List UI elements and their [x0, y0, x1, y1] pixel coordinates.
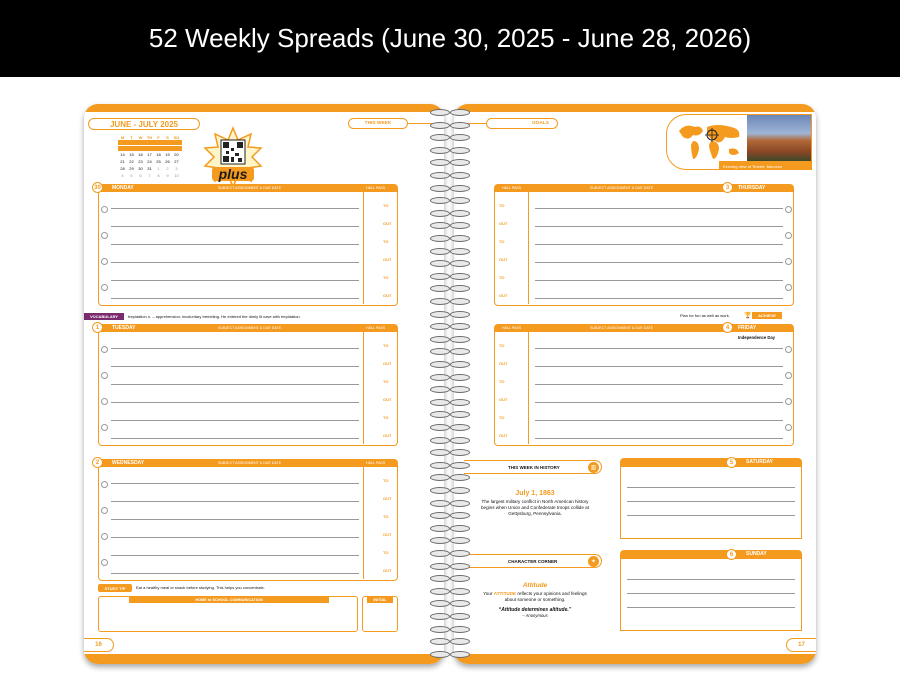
vocabulary-text: trepidation n. – apprehension; involuntary trembling. He entered the dimly lit cave with trepidation.	[128, 314, 301, 319]
right-page	[454, 104, 816, 664]
hall-pass-cell: OUT	[383, 496, 392, 501]
column-icon: ▥	[588, 462, 599, 473]
photo-caption-bar: Evening view of Tinbert, Morocco	[719, 161, 812, 170]
hall-pass-cell: OUT	[499, 433, 508, 438]
spiral-ring	[428, 612, 474, 621]
hall-pass-header: HALL PASS	[366, 326, 386, 330]
calendar-header-cell: M	[120, 135, 125, 140]
day-header	[98, 324, 398, 332]
day-number: 6	[726, 549, 737, 560]
head-icon	[101, 424, 108, 431]
hall-pass-cell: OUT	[383, 257, 392, 262]
writing-line	[627, 593, 795, 594]
calendar-day: 19	[165, 152, 170, 157]
writing-line	[111, 366, 359, 367]
spiral-ring	[428, 171, 474, 180]
writing-line	[111, 402, 359, 403]
calendar-day: 24	[147, 159, 152, 164]
spiral-ring	[428, 247, 474, 256]
gear-icon	[101, 398, 108, 405]
writing-line	[111, 280, 359, 281]
day-number: 2	[92, 457, 103, 468]
hall-pass-cell: OUT	[383, 221, 392, 226]
writing-line	[535, 348, 783, 349]
spiral-ring	[428, 234, 474, 243]
day-number: 5	[726, 457, 737, 468]
right-page-number-tab: 17	[786, 638, 816, 652]
hall-pass-cell: TO	[499, 275, 505, 280]
calendar-day	[136, 146, 145, 151]
calendar-header-cell: S	[166, 135, 169, 140]
calendar-day	[163, 140, 172, 145]
head-icon	[785, 284, 792, 291]
spiral-ring	[428, 448, 474, 457]
calendar-day: 30	[138, 166, 143, 171]
day-body[interactable]	[620, 559, 802, 631]
spiral-ring	[428, 221, 474, 230]
gear-icon	[101, 258, 108, 265]
hall-pass-column	[363, 467, 397, 579]
day-header	[620, 550, 802, 559]
day-name: SATURDAY	[746, 459, 773, 465]
calendar-row	[118, 166, 182, 173]
calendar-day	[127, 140, 136, 145]
day-body[interactable]	[494, 192, 794, 306]
hall-pass-cell: TO	[499, 343, 505, 348]
writing-line	[111, 244, 359, 245]
pencil-icon	[785, 346, 792, 353]
plus-label: plus	[212, 167, 254, 181]
hall-pass-header: HALL PASS	[366, 461, 386, 465]
writing-line	[111, 438, 359, 439]
hall-pass-cell: TO	[383, 275, 389, 280]
calendar-day: 4	[121, 173, 124, 178]
writing-line	[535, 402, 783, 403]
writing-line	[111, 573, 359, 574]
spiral-ring	[428, 209, 474, 218]
vocabulary-label: VOCABULARY	[84, 313, 124, 320]
hall-pass-cell: TO	[499, 379, 505, 384]
book-icon	[101, 232, 108, 239]
writing-line	[535, 244, 783, 245]
calendar-day: 8	[157, 173, 160, 178]
spiral-ring	[428, 599, 474, 608]
pencil-icon	[101, 206, 108, 213]
planner-stage	[0, 77, 900, 692]
writing-line	[535, 366, 783, 367]
day-header	[620, 458, 802, 467]
hall-pass-cell: OUT	[499, 397, 508, 402]
gear-icon	[785, 258, 792, 265]
calendar-day: 9	[166, 173, 169, 178]
subject-header: SUBJECT ASSIGNMENT & DUE DATE	[218, 326, 282, 330]
book-icon	[785, 232, 792, 239]
calendar-day: 2	[166, 166, 169, 171]
book-icon	[101, 507, 108, 514]
character-tab: CHARACTER CORNER ✦	[464, 554, 602, 568]
writing-line	[627, 487, 795, 488]
writing-line	[535, 438, 783, 439]
pencil-icon	[101, 346, 108, 353]
calendar-header-cell: T	[130, 135, 133, 140]
hall-pass-cell: OUT	[383, 361, 392, 366]
spiral-binding	[428, 108, 474, 664]
spiral-ring	[428, 574, 474, 583]
day-name: MONDAY	[112, 185, 134, 191]
spiral-ring	[428, 398, 474, 407]
subject-header: SUBJECT ASSIGNMENT & DUE DATE	[218, 461, 282, 465]
banner	[0, 0, 900, 77]
left-page-number-tab: 16	[84, 638, 114, 652]
hall-pass-cell: TO	[383, 514, 389, 519]
writing-line	[535, 280, 783, 281]
hall-pass-cell: TO	[383, 203, 389, 208]
morocco-photo	[747, 115, 812, 161]
spiral-ring	[428, 259, 474, 268]
hall-pass-cell: TO	[383, 343, 389, 348]
calendar-day: 1	[157, 166, 160, 171]
month-title-tab	[88, 118, 200, 130]
writing-line	[111, 555, 359, 556]
calendar-row	[118, 173, 182, 180]
hall-pass-cell: OUT	[383, 293, 392, 298]
gear-icon	[101, 533, 108, 540]
calendar-day: 31	[147, 166, 152, 171]
calendar-day	[145, 140, 154, 145]
spiral-ring	[428, 486, 474, 495]
calendar-day	[163, 146, 172, 151]
spiral-ring	[428, 473, 474, 482]
spiral-ring	[428, 184, 474, 193]
book-icon	[785, 372, 792, 379]
calendar-header-cell: TH	[146, 135, 153, 140]
spiral-ring	[428, 650, 474, 659]
calendar-day: 27	[174, 159, 179, 164]
gear-icon	[785, 398, 792, 405]
writing-line	[111, 501, 359, 502]
spiral-ring	[428, 524, 474, 533]
day-name: THURSDAY	[738, 185, 766, 191]
achieve-bar: Plan for fun as well as work. 🏆 ACHIEVE	[654, 312, 816, 320]
writing-line	[535, 208, 783, 209]
calendar-day: 6	[139, 173, 142, 178]
calendar-row	[118, 146, 182, 151]
calendar-day: 25	[156, 159, 161, 164]
hall-pass-cell: OUT	[499, 361, 508, 366]
day-header	[98, 184, 398, 192]
world-map-icon	[675, 119, 745, 165]
calendar-day: 29	[129, 166, 134, 171]
character-content: Attitude Your ATTITUDE reflects your opinions and feelings about someone or something. “Attitude determines altitude.” – Anonymous	[483, 582, 587, 618]
goals-pill: GOALS	[486, 118, 558, 129]
book-icon	[101, 372, 108, 379]
writing-line	[111, 262, 359, 263]
calendar-day	[127, 146, 136, 151]
pencil-icon	[101, 481, 108, 488]
vocabulary-bar	[84, 313, 444, 320]
writing-line	[111, 348, 359, 349]
hall-pass-column	[495, 192, 529, 304]
head-icon	[785, 424, 792, 431]
left-page	[84, 104, 444, 664]
hall-pass-cell: OUT	[499, 221, 508, 226]
calendar-day	[172, 140, 181, 145]
day-name: WEDNESDAY	[112, 460, 145, 466]
day-number: 3	[722, 182, 733, 193]
hall-pass-cell: OUT	[383, 433, 392, 438]
head-icon	[101, 559, 108, 566]
day-block-2	[95, 459, 398, 583]
world-map-panel	[666, 114, 812, 170]
spiral-ring	[428, 196, 474, 205]
banner-title: 52 Weekly Spreads (June 30, 2025 - June 28, 2026)	[148, 23, 752, 53]
spiral-ring	[428, 360, 474, 369]
head-icon	[101, 284, 108, 291]
day-body[interactable]	[98, 332, 398, 446]
history-content: July 1, 1863 The largest military conflict in North American history begins when Union and Confederate troops collide at Gettysburg, Pennsylvania.	[480, 490, 590, 516]
spiral-ring	[428, 587, 474, 596]
writing-line	[535, 262, 783, 263]
writing-line	[535, 298, 783, 299]
spiral-ring	[428, 436, 474, 445]
spiral-ring	[428, 511, 474, 520]
hall-pass-cell: TO	[499, 239, 505, 244]
day-body[interactable]	[98, 192, 398, 306]
calendar-day: 17	[147, 152, 152, 157]
spiral-ring	[428, 335, 474, 344]
mini-calendar	[118, 135, 182, 185]
hall-pass-column	[495, 332, 529, 444]
spiral-ring	[428, 133, 474, 142]
hall-pass-cell: TO	[383, 415, 389, 420]
writing-line	[535, 420, 783, 421]
hall-pass-cell: OUT	[383, 532, 392, 537]
calendar-day: 15	[129, 152, 134, 157]
spiral-ring	[428, 158, 474, 167]
day-header	[494, 324, 794, 332]
calendar-day	[136, 140, 145, 145]
hall-pass-cell: OUT	[383, 568, 392, 573]
history-tab: THIS WEEK IN HISTORY ▥	[464, 460, 602, 474]
pencil-icon	[785, 206, 792, 213]
hall-pass-column	[363, 332, 397, 444]
calendar-row	[118, 140, 182, 145]
day-name: TUESDAY	[112, 325, 136, 331]
calendar-day: 26	[165, 159, 170, 164]
calendar-day: 10	[174, 173, 179, 178]
calendar-day: 20	[174, 152, 179, 157]
hall-pass-header: HALL PASS	[502, 326, 522, 330]
calendar-day	[172, 146, 181, 151]
hall-pass-column	[363, 192, 397, 304]
spiral-ring	[428, 297, 474, 306]
spiral-ring	[428, 146, 474, 155]
friday-note: Independence Day	[738, 335, 776, 340]
writing-line	[111, 226, 359, 227]
hall-pass-header: HALL PASS	[502, 186, 522, 190]
spiral-ring	[428, 461, 474, 470]
hall-pass-cell: TO	[499, 203, 505, 208]
spiral-ring	[428, 272, 474, 281]
day-header	[98, 459, 398, 467]
spiral-ring	[428, 625, 474, 634]
spiral-ring	[428, 347, 474, 356]
weekend-block-0	[620, 458, 802, 542]
calendar-header-cell: F	[157, 135, 160, 140]
hall-pass-cell: TO	[383, 379, 389, 384]
subject-header: SUBJECT ASSIGNMENT & DUE DATE	[590, 186, 654, 190]
spiral-ring	[428, 385, 474, 394]
day-body[interactable]	[98, 467, 398, 581]
day-block-1	[494, 324, 794, 448]
writing-line	[627, 515, 795, 516]
day-number: 30	[92, 182, 103, 193]
day-block-1	[95, 324, 398, 448]
qr-plus-badge	[202, 126, 264, 188]
writing-line	[111, 384, 359, 385]
day-name: FRIDAY	[738, 325, 757, 331]
calendar-day: 5	[130, 173, 133, 178]
weekend-block-1	[620, 550, 802, 634]
trophy-icon: 🏆	[744, 313, 752, 319]
day-block-0	[494, 184, 794, 308]
hall-pass-cell: TO	[383, 550, 389, 555]
spiral-ring	[428, 284, 474, 293]
spiral-ring	[428, 373, 474, 382]
spiral-ring	[428, 562, 474, 571]
day-number: 4	[722, 322, 733, 333]
hall-pass-cell: TO	[383, 478, 389, 483]
subject-header: SUBJECT ASSIGNMENT & DUE DATE	[590, 326, 654, 330]
initial-box[interactable]: INITIAL	[362, 596, 398, 632]
hall-pass-cell: TO	[383, 239, 389, 244]
spiral-ring	[428, 536, 474, 545]
spiral-ring	[428, 423, 474, 432]
calendar-day	[154, 140, 163, 145]
planner-spread	[84, 104, 816, 668]
calendar-day: 14	[120, 152, 125, 157]
home-school-box[interactable]: HOME to SCHOOL COMMUNICATION	[98, 596, 358, 632]
calendar-day	[145, 146, 154, 151]
calendar-day: 16	[138, 152, 143, 157]
day-number: 1	[92, 322, 103, 333]
hall-pass-cell: OUT	[499, 257, 508, 262]
writing-line	[535, 226, 783, 227]
study-tip-bar: STUDY TIP Eat a healthy meal or snack before studying. This helps you concentrate.	[98, 584, 398, 592]
hall-pass-cell: TO	[499, 415, 505, 420]
calendar-day: 28	[120, 166, 125, 171]
hall-pass-header: HALL PASS	[366, 186, 386, 190]
spiral-ring	[428, 549, 474, 558]
calendar-day: 22	[129, 159, 134, 164]
writing-line	[111, 298, 359, 299]
month-title: JUNE - JULY 2025	[109, 119, 179, 129]
writing-line	[627, 501, 795, 502]
spiral-ring	[428, 499, 474, 508]
calendar-day: 21	[120, 159, 125, 164]
calendar-row	[118, 159, 182, 166]
calendar-day: 3	[175, 166, 178, 171]
day-block-0	[94, 184, 398, 308]
calendar-header-cell: SU	[173, 135, 180, 140]
spiral-ring	[428, 121, 474, 130]
hall-pass-cell: OUT	[383, 397, 392, 402]
calendar-row	[118, 152, 182, 159]
writing-line	[627, 607, 795, 608]
calendar-day	[118, 140, 127, 145]
star-icon: ✦	[588, 556, 599, 567]
writing-line	[111, 208, 359, 209]
day-body[interactable]	[494, 332, 794, 446]
calendar-day: 23	[138, 159, 143, 164]
writing-line	[111, 420, 359, 421]
hall-pass-cell: OUT	[499, 293, 508, 298]
calendar-day: 7	[148, 173, 151, 178]
writing-line	[111, 483, 359, 484]
spiral-ring	[428, 410, 474, 419]
writing-line	[627, 579, 795, 580]
spiral-ring	[428, 310, 474, 319]
writing-line	[111, 519, 359, 520]
spiral-ring	[428, 322, 474, 331]
spiral-ring	[428, 108, 474, 117]
writing-line	[535, 384, 783, 385]
calendar-day: 18	[156, 152, 161, 157]
calendar-header-cell: W	[138, 135, 143, 140]
day-header	[494, 184, 794, 192]
spiral-ring	[428, 637, 474, 646]
writing-line	[111, 537, 359, 538]
day-body[interactable]	[620, 467, 802, 539]
calendar-day	[154, 146, 163, 151]
calendar-day	[118, 146, 127, 151]
subject-header: SUBJECT ASSIGNMENT & DUE DATE	[218, 186, 282, 190]
day-name: SUNDAY	[746, 551, 767, 557]
this-week-pill: THIS WEEK	[348, 118, 408, 129]
